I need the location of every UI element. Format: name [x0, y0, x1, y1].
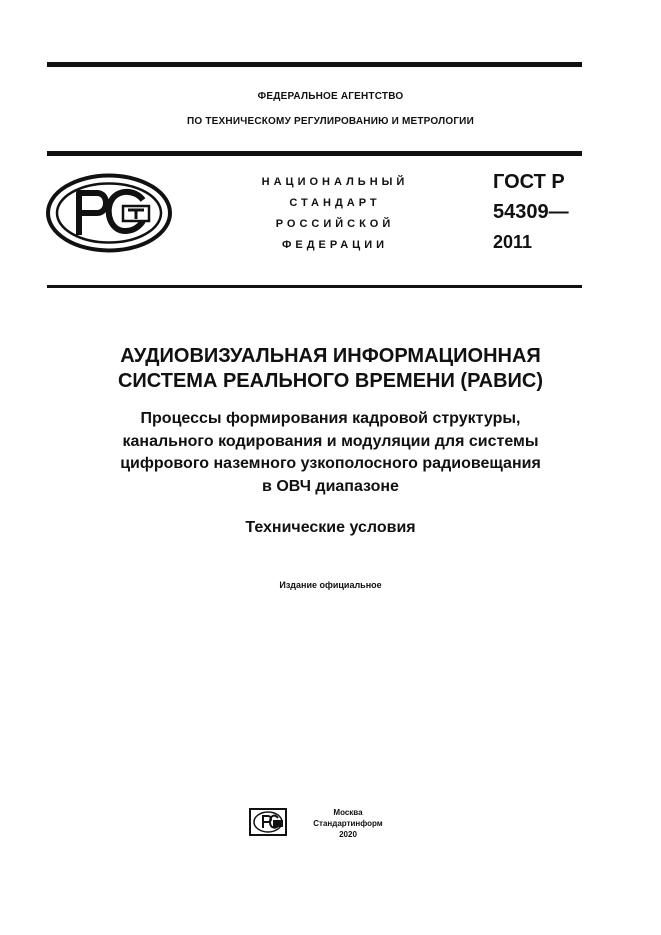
top-rule	[47, 62, 582, 67]
standard-type-line: ФЕДЕРАЦИИ	[281, 239, 389, 251]
publication-year: 2020	[339, 830, 357, 839]
title-line: АУДИОВИЗУАЛЬНАЯ ИНФОРМАЦИОННАЯ	[120, 345, 541, 367]
subtitle-line: канального кодирования и модуляции для системы	[122, 432, 539, 450]
subtitle-line: Процессы формирования кадровой структуры,	[140, 410, 521, 427]
designation-year: 2011	[493, 232, 533, 252]
agency-line-2: ПО ТЕХНИЧЕСКОМУ РЕГУЛИРОВАНИЮ И МЕТРОЛОГИИ	[187, 116, 474, 127]
designation-rule	[47, 285, 582, 288]
standard-type-line: НАЦИОНАЛЬНЫЙ	[261, 176, 409, 188]
rst-emblem-icon	[45, 173, 173, 253]
subtitle-line: цифрового наземного узкополосного радиовещания	[120, 455, 541, 472]
publisher-block	[308, 807, 388, 840]
publisher-name: Стандартинформ	[313, 819, 383, 828]
standard-type-line: РОССИЙСКОЙ	[275, 218, 395, 230]
agency-line-1: ФЕДЕРАЛЬНОЕ АГЕНТСТВО	[257, 91, 404, 102]
document-title	[0, 344, 661, 394]
subtitle-line: в ОВЧ диапазоне	[262, 477, 399, 495]
designation-line-1: ГОСТ Р	[493, 171, 565, 193]
title-line: СИСТЕМА РЕАЛЬНОГО ВРЕМЕНИ (РАВИС)	[117, 370, 544, 392]
official-edition-label: Издание официальное	[279, 580, 382, 590]
publisher-city: Москва	[333, 808, 363, 817]
technical-conditions-heading: Технические условия	[245, 519, 416, 536]
standard-designation	[493, 167, 569, 257]
standartinform-logo-icon	[249, 808, 287, 836]
designation-line-2: 54309—	[493, 201, 569, 223]
header-rule	[47, 151, 582, 156]
standard-type-line: СТАНДАРТ	[289, 197, 381, 209]
document-subtitle	[0, 408, 661, 498]
standard-type-block	[230, 172, 440, 256]
